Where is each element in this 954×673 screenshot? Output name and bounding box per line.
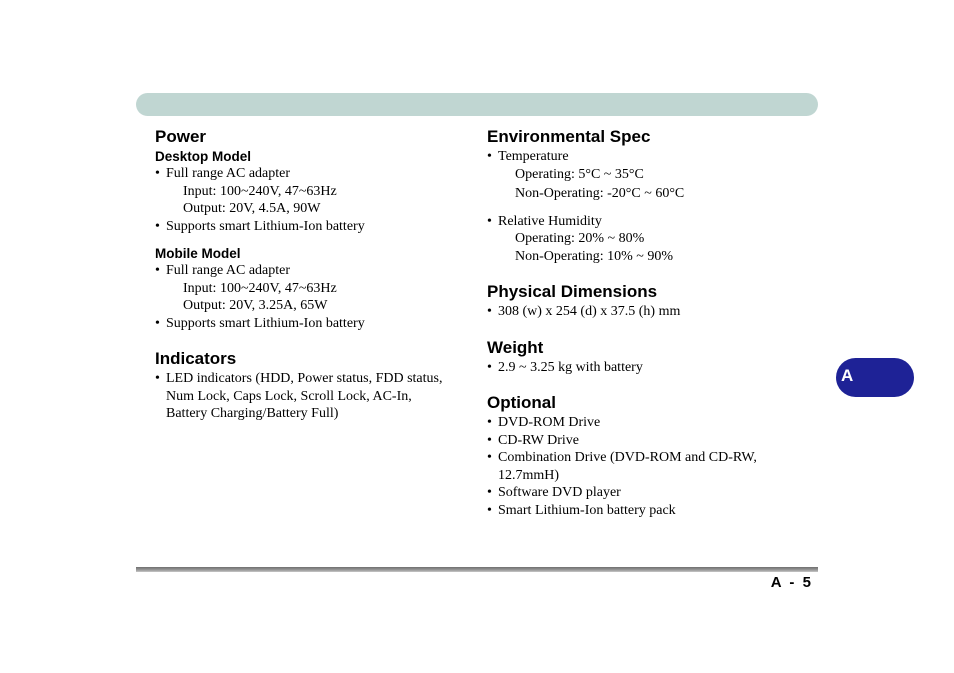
list-item: • Full range AC adapter <box>155 165 470 183</box>
mobile-model-heading: Mobile Model <box>155 246 241 261</box>
list-item: • Software DVD player <box>487 484 807 502</box>
environmental-spec-heading: Environmental Spec <box>487 127 651 146</box>
indicators-heading: Indicators <box>155 349 237 368</box>
page-number: A - 5 <box>770 574 811 591</box>
header-bar <box>136 93 818 116</box>
list-item: • CD-RW Drive <box>487 432 807 450</box>
weight-heading: Weight <box>487 337 544 357</box>
optional-heading: Optional <box>487 393 556 412</box>
list-item: • Smart Lithium-Ion battery pack <box>487 502 807 520</box>
appendix-tab <box>836 358 914 397</box>
indicators-line: Num Lock, Caps Lock, Scroll Lock, AC-In, <box>166 388 412 404</box>
indicators-line: Battery Charging/Battery Full) <box>166 406 339 421</box>
list-item: • DVD-ROM Drive <box>487 414 807 432</box>
list-subitem: Output: 20V, 4.5A, 90W <box>183 201 321 216</box>
list-subitem: Operating: 20% ~ 80% <box>515 231 645 246</box>
appendix-tab-label: A <box>841 366 854 385</box>
indicators-line: LED indicators (HDD, Power status, FDD status, <box>166 371 443 386</box>
list-subitem: Operating: 5°C ~ 35°C <box>515 166 644 182</box>
list-item: • Relative Humidity <box>487 213 807 231</box>
list-item: • 2.9 ~ 3.25 kg with battery <box>487 359 807 377</box>
list-item: • Full range AC adapter <box>155 262 470 280</box>
footer-rule <box>136 567 818 572</box>
list-subitem: Non-Operating: 10% ~ 90% <box>515 248 674 264</box>
desktop-model-heading: Desktop Model <box>155 149 252 164</box>
list-item: • Combination Drive (DVD-ROM and CD-RW, 12.7mmH) <box>487 449 807 484</box>
list-item: • Temperature <box>487 148 807 166</box>
physical-dimensions-heading: Physical Dimensions <box>487 282 658 301</box>
list-subitem: Input: 100~240V, 47~63Hz <box>183 183 337 199</box>
list-item: • 308 (w) x 254 (d) x 37.5 (h) mm <box>487 303 807 321</box>
list-subitem: Output: 20V, 3.25A, 65W <box>183 298 328 313</box>
list-subitem: Input: 100~240V, 47~63Hz <box>183 280 337 296</box>
list-item: • Supports smart Lithium-Ion battery <box>155 315 470 333</box>
right-column <box>487 126 807 519</box>
power-heading: Power <box>155 127 207 146</box>
list-item <box>155 370 470 423</box>
left-column <box>155 126 470 423</box>
list-item: • Supports smart Lithium-Ion battery <box>155 218 470 236</box>
list-subitem: Non-Operating: -20°C ~ 60°C <box>515 186 685 201</box>
